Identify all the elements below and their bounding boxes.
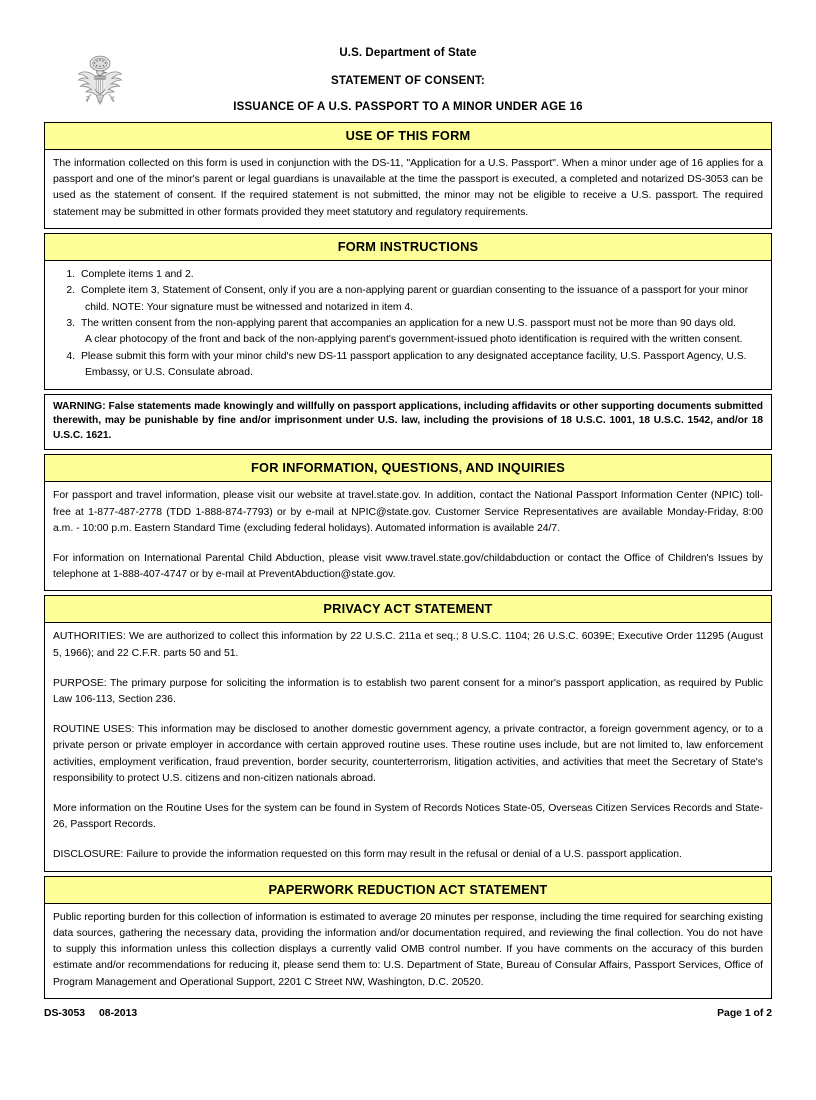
paragraph-routine-uses: ROUTINE USES: This information may be disclosed to another domestic government agency, a private contractor, a foreign government agency, or to a private person or private employer in accordance with certain approved routine uses. These routine uses include, but are not limited to, law enforcement activities, employment verification, fraud prevention, border security, counterterrorism, litigation activities, and activities that meet the Secretary of State's responsibility to protect U.S. citizens and non-citizen nationals abroad. bbox=[53, 724, 763, 784]
list-item bbox=[53, 349, 763, 382]
page-indicator: Page 1 of 2 bbox=[717, 1007, 772, 1019]
warning-text: WARNING: False statements made knowingly and willfully on passport applications, including affidavits or other supporting documents submitted therewith, may be punishable by fine and/or imprisonment under U.S. law, including the provisions of 18 U.S.C. 1001, 18 U.S.C. 1542, and/or 18 U.S.C. 1621. bbox=[53, 400, 763, 441]
section-heading-use-of-this-form: USE OF THIS FORM bbox=[45, 123, 771, 150]
agency-name: U.S. Department of State bbox=[339, 47, 477, 59]
section-body-information-questions-inquiries bbox=[45, 482, 771, 590]
list-item-text: Complete item 3, Statement of Consent, only if you are a non-applying parent or guardian consenting to the issuance of a passport for your minor bbox=[81, 285, 749, 297]
warning-notice bbox=[44, 394, 772, 451]
section-body-form-instructions bbox=[45, 261, 771, 389]
paragraph: For information on International Parental Child Abduction, please visit www.travel.state.gov/childabduction or contact the Office of Children's Issues by telephone at 1-888-407-4747 or by e-mail at PreventAbduction@state.gov. bbox=[53, 553, 763, 581]
section-heading-information-questions-inquiries: FOR INFORMATION, QUESTIONS, AND INQUIRIES bbox=[45, 455, 771, 482]
list-item bbox=[53, 283, 763, 316]
footer-left-group bbox=[44, 1008, 137, 1019]
paragraph-purpose: PURPOSE: The primary purpose for soliciting the information is to establish two parent consent for a minor's passport application, as required by Public Law 106-113, Section 236. bbox=[53, 677, 763, 706]
list-item-text: Please submit this form with your minor child's new DS-11 passport application to any designated acceptance facility, U.S. Passport Agency, U.S. bbox=[81, 350, 747, 362]
section-body-paperwork-reduction-act-statement bbox=[45, 904, 771, 998]
list-item-text: Complete items 1 and 2. bbox=[81, 268, 194, 280]
form-number: DS-3053 bbox=[44, 1007, 86, 1019]
form-revision-date: 08-2013 bbox=[99, 1007, 138, 1019]
form-title: STATEMENT OF CONSENT: bbox=[331, 75, 485, 87]
paragraph-routine-uses-more-info: More information on the Routine Uses for the system can be found in System of Records Notices State-05, Overseas Citizen Services Records and State-26, Passport Records. bbox=[53, 803, 763, 831]
list-item bbox=[53, 316, 763, 349]
section-heading-paperwork-reduction-act-statement: PAPERWORK REDUCTION ACT STATEMENT bbox=[45, 877, 771, 904]
section-privacy-act-statement bbox=[44, 595, 772, 871]
form-subtitle: ISSUANCE OF A U.S. PASSPORT TO A MINOR UNDER AGE 16 bbox=[233, 101, 583, 113]
list-item-number: 2. bbox=[66, 285, 75, 297]
paragraph: For passport and travel information, please visit our website at travel.state.gov. In addition, contact the National Passport Information Center (NPIC) toll-free at 1-877-487-2778 (TDD 1-888-874-7793) or by e-mail at NPIC@state.gov. Customer Service Representatives are available Monday-Friday, 8:00 a.m. - 10:00 p.m. Eastern Standard Time (excluding federal holidays). Automated information is available 24/7. bbox=[53, 490, 763, 534]
list-item bbox=[53, 267, 763, 283]
paragraph: The information collected on this form is used in conjunction with the DS-11, "Application for a U.S. Passport". When a minor under age of 16 applies for a passport and one of the minor's parent or legal guardians is unavailable at the time the passport is executed, a completed and notarized DS-3053 can be used as the statement of consent. If the required statement is not submitted, the minor may not be eligible to receive a U.S. passport. The required statement may be submitted in other formats provided they meet statutory and regulatory requirements. bbox=[53, 158, 763, 218]
list-item-number: 1. bbox=[66, 268, 75, 280]
document-sections bbox=[44, 122, 772, 999]
list-item-continuation: Embassy, or U.S. Consulate abroad. bbox=[85, 367, 253, 379]
paragraph-disclosure: DISCLOSURE: Failure to provide the information requested on this form may result in the refusal or denial of a U.S. passport application. bbox=[53, 849, 682, 861]
section-body-privacy-act-statement bbox=[45, 623, 771, 870]
list-item-number: 3. bbox=[66, 318, 75, 330]
section-heading-form-instructions: FORM INSTRUCTIONS bbox=[45, 234, 771, 261]
instructions-list bbox=[53, 267, 763, 382]
document-page bbox=[0, 44, 816, 1100]
section-paperwork-reduction-act-statement bbox=[44, 876, 772, 999]
section-information-questions-inquiries bbox=[44, 454, 772, 591]
section-body-use-of-this-form bbox=[45, 150, 771, 228]
document-footer bbox=[44, 1008, 772, 1019]
section-use-of-this-form bbox=[44, 122, 772, 229]
paragraph: Public reporting burden for this collection of information is estimated to average 20 minutes per response, including the time required for searching existing data sources, gathering the necessary data, providing the information and/or documentation required, and reviewing the final collection. You do not have to supply this information unless this collection displays a currently valid OMB control number. If you have comments on the accuracy of this burden estimate and/or recommendations for reducing it, please send them to: U.S. Department of State, Bureau of Consular Affairs, Passport Services, Office of Program Management and Operational Support, 2201 C Street NW, Washington, D.C. 20520. bbox=[53, 911, 763, 988]
us-department-of-state-seal-icon bbox=[74, 52, 126, 108]
paragraph-authorities: AUTHORITIES: We are authorized to collect this information by 22 U.S.C. 211a et seq.; 8 U.S.C. 1104; 26 U.S.C. 6039E; Executive Order 11295 (August 5, 1966); and 22 C.F.R. parts 50 and 51. bbox=[53, 631, 763, 659]
section-form-instructions bbox=[44, 233, 772, 390]
document-titles bbox=[44, 44, 772, 114]
list-item-number: 4. bbox=[66, 350, 75, 362]
list-item-continuation: child. NOTE: Your signature must be witnessed and notarized in item 4. bbox=[85, 301, 414, 313]
section-heading-privacy-act-statement: PRIVACY ACT STATEMENT bbox=[45, 596, 771, 623]
document-header bbox=[44, 44, 772, 122]
list-item-text: The written consent from the non-applying parent that accompanies an application for a new U.S. passport must not be more than 90 days old. bbox=[81, 318, 736, 330]
list-item-continuation: A clear photocopy of the front and back of the non-applying parent's government-issued photo identification is required with the written consent. bbox=[85, 334, 743, 346]
